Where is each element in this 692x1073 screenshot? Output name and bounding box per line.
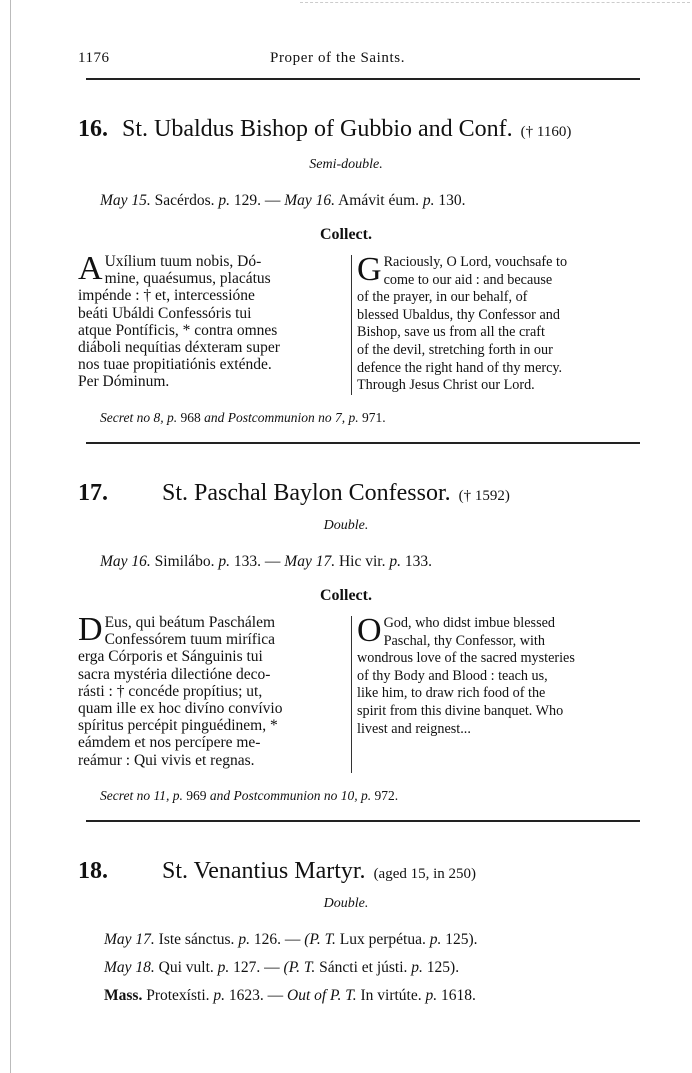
- date: May 18.: [104, 959, 155, 976]
- label: Mass.: [104, 987, 143, 1004]
- number: no 11,: [136, 788, 170, 803]
- page-ref: 972.: [374, 788, 399, 803]
- introit-line: [100, 553, 432, 571]
- text-line: eámdem et nos percípere me-: [78, 734, 261, 752]
- page-ref: 1618.: [441, 987, 476, 1004]
- incipit: Hic vir.: [338, 553, 386, 570]
- page-abbr: p.: [348, 410, 359, 425]
- header-rule: [86, 78, 640, 80]
- text-line: rásti : † concéde propítius; ut,: [78, 682, 263, 700]
- text-line: impénde : † et, intercessióne: [78, 287, 255, 305]
- text-line: beáti Ubáldi Confessóris tui: [78, 304, 252, 322]
- incipit: Similábo.: [154, 553, 215, 570]
- text-line: Per Dóminum.: [78, 373, 170, 391]
- page-abbr: p.: [166, 410, 178, 425]
- label: and Postcommunion: [204, 410, 315, 425]
- secret-line: [100, 788, 398, 804]
- page-ref: 133.: [404, 553, 432, 570]
- number: no 10,: [323, 788, 358, 803]
- collect-latin: [78, 250, 346, 391]
- page-ref: 125).: [426, 959, 460, 976]
- section-16-heading: [78, 116, 571, 143]
- page-ref: 127. —: [233, 959, 280, 976]
- scan-top-edge: [300, 2, 690, 4]
- section-rank: Double.: [323, 518, 369, 533]
- mass-line: [104, 987, 476, 1005]
- page-ref: 126. —: [253, 931, 301, 948]
- incipit: In virtúte.: [360, 987, 422, 1004]
- date: May 17.: [104, 931, 155, 948]
- section-number: 17.: [78, 480, 108, 506]
- text-line: of thy Body and Blood : teach us,: [357, 667, 548, 684]
- text-line: Confessórem tuum mirífica: [104, 631, 276, 649]
- drop-capital: D: [78, 611, 103, 648]
- section-17-heading: [78, 480, 510, 507]
- text-line: blessed Ubaldus, thy Confessor and: [357, 306, 560, 323]
- column-divider: [351, 616, 352, 773]
- page-abbr: p.: [429, 931, 442, 948]
- page-abbr: p.: [213, 987, 225, 1004]
- page-ref: 968: [180, 410, 201, 425]
- incipit: Lux perpétua.: [339, 931, 426, 948]
- text-line: sacra mystéria dilectióne deco-: [78, 665, 271, 683]
- collect-heading: Collect.: [320, 226, 372, 243]
- section-rule: [86, 442, 640, 444]
- collect-english: [357, 612, 647, 738]
- paschal-time: Out of P. T.: [287, 987, 357, 1004]
- drop-capital: A: [78, 250, 103, 287]
- date: May 16.: [284, 192, 336, 209]
- text-line: Bishop, save us from all the craft: [357, 324, 545, 341]
- introit-line: [100, 192, 466, 210]
- section-number: 18.: [78, 858, 108, 884]
- page-abbr: p.: [389, 553, 401, 570]
- text-line: defence the right hand of thy mercy.: [357, 359, 563, 376]
- incipit: Sacérdos.: [154, 192, 215, 209]
- number: no 8,: [136, 410, 164, 425]
- column-divider: [351, 255, 352, 395]
- text-line: wondrous love of the sacred mysteries: [357, 650, 575, 667]
- page-ref: 129. —: [233, 192, 281, 209]
- text-line: Uxílium tuum nobis, Dó-: [104, 253, 262, 270]
- page-ref: 125).: [445, 931, 478, 948]
- secret-line: [100, 410, 386, 426]
- text-line: of the devil, stretching forth in our: [357, 341, 553, 358]
- section-rule: [86, 820, 640, 822]
- text-line: spirit from this divine banquet. Who: [357, 702, 564, 719]
- text-line: Raciously, O Lord, vouchsafe to: [383, 254, 568, 270]
- paschal-time: (P. T.: [304, 931, 336, 948]
- date: May 16.: [100, 553, 151, 570]
- label: Secret: [100, 410, 134, 425]
- text-line: spíritus percépit pinguédinem, *: [78, 717, 278, 735]
- office-line: [104, 959, 459, 977]
- collect-latin: [78, 611, 346, 769]
- page-abbr: p.: [411, 959, 423, 976]
- page-abbr: p.: [218, 553, 231, 570]
- date: May 15.: [100, 192, 151, 209]
- date: May 17.: [284, 553, 336, 570]
- collect-english: [357, 251, 647, 395]
- incipit: Protexísti.: [146, 987, 210, 1004]
- page-abbr: p.: [217, 959, 230, 976]
- page-abbr: p.: [360, 788, 372, 803]
- text-line: livest and reignest...: [357, 720, 471, 737]
- text-line: like him, to draw rich food of the: [357, 685, 546, 702]
- section-note: († 1160): [520, 124, 572, 140]
- paschal-time: (P. T.: [283, 959, 316, 976]
- page-abbr: p.: [218, 192, 230, 209]
- text-line: mine, quaésumus, placátus: [104, 270, 271, 288]
- page-ref: 969: [186, 788, 207, 803]
- text-line: come to our aid : and because: [383, 271, 553, 288]
- office-line: [104, 931, 478, 949]
- text-line: reámur : Qui vivis et regnas.: [78, 751, 255, 769]
- incipit: Amávit éum.: [338, 192, 420, 209]
- text-line: Through Jesus Christ our Lord.: [357, 377, 535, 394]
- incipit: Qui vult.: [158, 959, 214, 976]
- page-abbr: p.: [425, 987, 438, 1004]
- section-rank: Semi-double.: [309, 157, 383, 172]
- section-note: († 1592): [458, 488, 510, 504]
- text-line: quam ille ex hoc divíno convívio: [78, 700, 283, 718]
- running-title: Proper of the Saints.: [270, 50, 406, 66]
- section-18-heading: [78, 858, 476, 885]
- incipit: Sáncti et jústi.: [319, 959, 408, 976]
- page-abbr: p.: [422, 192, 435, 209]
- number: no 7,: [318, 410, 346, 425]
- page-ref: 133. —: [233, 553, 281, 570]
- collect-heading: Collect.: [320, 587, 372, 604]
- page-ref: 1623. —: [228, 987, 284, 1004]
- section-title: St. Paschal Baylon Confessor.: [162, 480, 451, 506]
- page-number: 1176: [78, 50, 110, 66]
- page-ref: 971.: [361, 410, 386, 425]
- text-line: God, who didst imbue blessed: [383, 615, 555, 631]
- section-title: St. Ubaldus Bishop of Gubbio and Conf.: [122, 116, 513, 142]
- drop-capital: G: [357, 251, 382, 288]
- text-line: erga Córporis et Sánguinis tui: [78, 648, 263, 666]
- text-line: Eus, qui beátum Paschálem: [104, 614, 276, 631]
- section-number: 16.: [78, 116, 108, 142]
- incipit: Iste sánctus.: [158, 931, 235, 948]
- text-line: of the prayer, in our behalf, of: [357, 289, 528, 306]
- label: and Postcommunion: [209, 788, 321, 803]
- text-line: Paschal, thy Confessor, with: [383, 632, 545, 649]
- section-note: (aged 15, in 250): [373, 866, 477, 882]
- text-line: atque Pontíficis, * contra omnes: [78, 321, 278, 339]
- page-abbr: p.: [238, 931, 250, 948]
- text-line: nos tuae propitiatiónis exténde.: [78, 356, 272, 374]
- page-abbr: p.: [172, 788, 183, 803]
- label: Secret: [100, 788, 134, 803]
- page-ref: 130.: [438, 192, 466, 209]
- text-line: diáboli nequítias déxteram super: [78, 339, 280, 357]
- drop-capital: O: [357, 612, 382, 649]
- section-rank: Double.: [323, 896, 369, 911]
- section-title: St. Venantius Martyr.: [162, 858, 366, 884]
